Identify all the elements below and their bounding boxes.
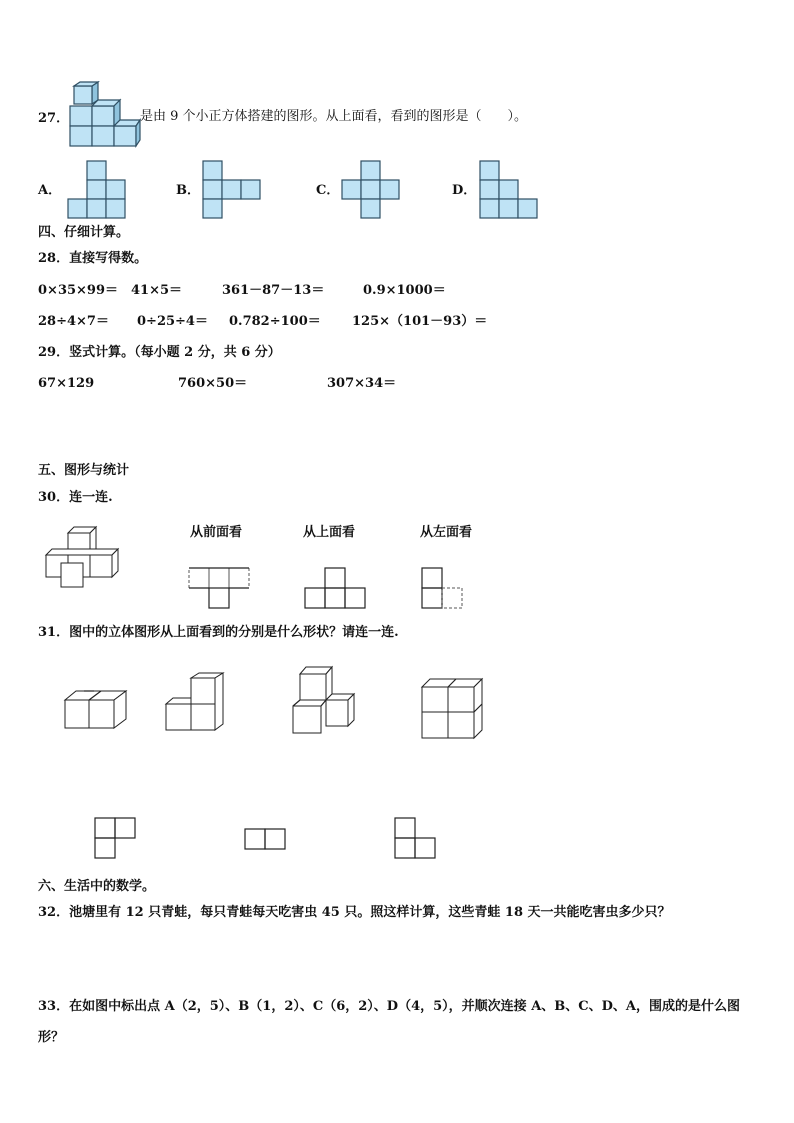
q27-option-c-figure[interactable] (341, 160, 401, 220)
q30-label-top: 从上面看 (303, 525, 356, 540)
q30-view-left[interactable] (421, 567, 465, 611)
q31-top-view-2[interactable] (244, 828, 288, 852)
q28-expr-8: 125×（101－93）＝ (352, 314, 488, 329)
q31-top-view-3[interactable] (394, 817, 438, 861)
q31-solid-3 (292, 666, 360, 734)
q27-option-a-figure[interactable] (67, 160, 127, 218)
q27-option-b-label[interactable]: B． (176, 183, 200, 198)
q29-item-2: 760×50＝ (178, 376, 248, 391)
q27-option-d-label[interactable]: D． (452, 183, 477, 198)
section-6-heading: 六、生活中的数学。 (38, 879, 156, 894)
q27-text: 是由 9 个小正方体搭建的图形。从上面看，看到的图形是（ ）。 (140, 109, 528, 124)
q27-option-a-label[interactable]: A． (38, 183, 62, 198)
q28-expr-2: 41×5＝ (131, 283, 183, 298)
q30-label-front: 从前面看 (190, 525, 243, 540)
q28-expr-6: 0÷25÷4＝ (137, 314, 208, 329)
q30-title: 30．连一连. (38, 490, 113, 505)
q28-expr-7: 0.782÷100＝ (229, 314, 321, 329)
q30-view-top[interactable] (304, 567, 368, 611)
q28-title: 28．直接写得数。 (38, 251, 148, 266)
q27-option-b-figure[interactable] (202, 160, 262, 220)
q31-solid-2 (165, 672, 227, 732)
q31-title: 31．图中的立体图形从上面看到的分别是什么形状？请连一连. (38, 625, 399, 640)
q28-expr-5: 28÷4×7＝ (38, 314, 109, 329)
q27-solid-figure (68, 82, 140, 148)
q28-expr-3: 361－87－13＝ (222, 283, 325, 298)
q29-item-3: 307×34＝ (327, 376, 397, 391)
q32-text: 32．池塘里有 12 只青蛙，每只青蛙每天吃害虫 45 只。照这样计算，这些青蛙 18 天一共能吃害虫多少只？ (38, 905, 671, 920)
q31-solid-4 (421, 678, 483, 740)
q33-text-line1: 33．在如图中标出点 A（2，5）、B（1，2）、C（6，2）、D（4，5），并顺次连接 A、B、C、D、A，围成的是什么图 (38, 999, 740, 1014)
q30-solid-figure (44, 525, 136, 589)
q30-label-left: 从左面看 (420, 525, 473, 540)
q30-view-front[interactable] (188, 567, 252, 611)
q33-text-line2: 形？ (38, 1030, 65, 1045)
q31-top-view-1[interactable] (94, 817, 138, 861)
q29-title: 29．竖式计算。（每小题 2 分，共 6 分） (38, 345, 281, 360)
q28-expr-1: 0×35×99＝ (38, 283, 119, 298)
q27-number: 27． (38, 111, 70, 126)
q29-item-1: 67×129 (38, 376, 95, 391)
q27-option-c-label[interactable]: C． (316, 183, 340, 198)
section-4-heading: 四、仔细计算。 (38, 225, 130, 240)
q31-solid-1 (64, 686, 128, 732)
section-5-heading: 五、图形与统计 (38, 463, 130, 478)
q27-option-d-figure[interactable] (479, 160, 539, 220)
q28-expr-4: 0.9×1000＝ (363, 283, 446, 298)
